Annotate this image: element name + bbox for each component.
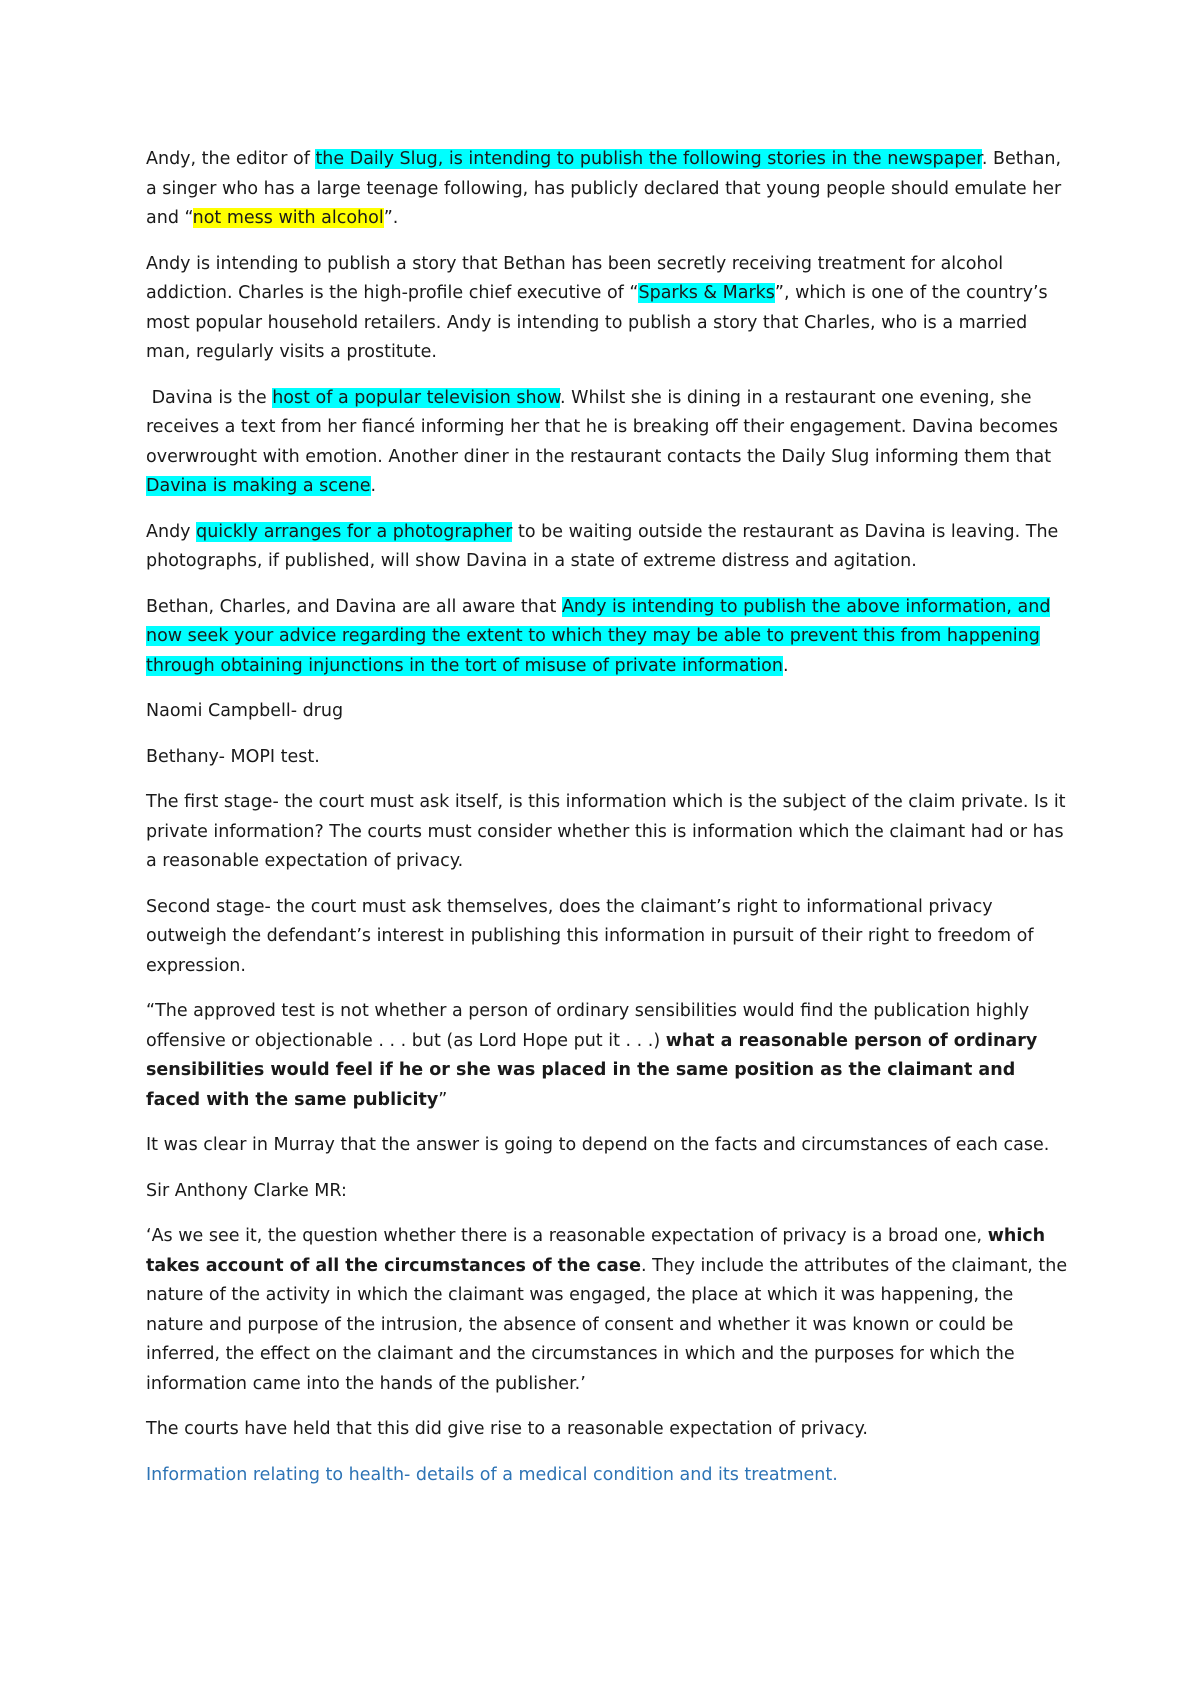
highlighted-text: the Daily Slug, is intending to publish the following stories in the newspaper bbox=[315, 149, 982, 169]
text-run: “The approved test is not whether a person of ordinary sensibilities would find the publication highly offensive or objectionable . . . but (as Lord Hope put it . . .) bbox=[146, 1001, 1030, 1051]
scenario-paragraph-3 bbox=[146, 384, 1074, 502]
courts-held-paragraph: The courts have held that this did give rise to a reasonable expectation of privacy. bbox=[146, 1419, 868, 1439]
approved-test-quote bbox=[146, 997, 1074, 1115]
bold-text: what a reasonable person of ordinary sensibilities would feel if he or she was placed in the same position as the claimant and faced with the same publicity bbox=[146, 1030, 1038, 1110]
highlighted-text: Sparks & Marks bbox=[638, 283, 775, 303]
text-run: ” bbox=[438, 1089, 448, 1110]
text-run: . Whilst she is dining in a restaurant one evening, she receives a text from her fiancé informing her that he is breaking off their engagement. Davina becomes overwrought with emotion. Another diner in the restaurant contacts the Daily Slug informing them that bbox=[146, 387, 1058, 467]
text-run: Bethan, Charles, and Davina are all aware that bbox=[146, 596, 562, 617]
text-run: ”. bbox=[383, 208, 399, 228]
scenario-paragraph-5 bbox=[146, 593, 1074, 682]
text-run: . bbox=[370, 476, 377, 496]
scenario-paragraph-1 bbox=[146, 145, 1074, 234]
first-stage-paragraph: The first stage- the court must ask itself, is this information which is the subject of the claim private. Is it private information? The courts must consider whether this is information which the claimant had or has a reasonable expectation of privacy. bbox=[146, 792, 1066, 871]
murray-paragraph: It was clear in Murray that the answer is going to depend on the facts and circumstances of each case. bbox=[146, 1135, 1050, 1155]
bold-text: which takes account of all the circumstances of the case bbox=[146, 1226, 1046, 1276]
text-run: to be waiting outside the restaurant as Davina is leaving. The photographs, if published, will show Davina in a state of extreme distress and agitation. bbox=[146, 521, 1059, 571]
text-run: Andy is intending to publish a story that Bethan has been secretly receiving treatment for alcohol addiction. Charles is the high-profile chief executive of “ bbox=[146, 253, 1004, 303]
text-run: Andy, the editor of bbox=[146, 149, 316, 169]
judge-quote bbox=[146, 1222, 1074, 1399]
text-run: ”, which is one of the country’s most popular household retailers. Andy is intending to publish a story that Charles, who is a married man, regularly visits a prostitute. bbox=[146, 283, 1048, 362]
judge-heading: Sir Anthony Clarke MR: bbox=[146, 1180, 347, 1201]
text-run: . They include the attributes of the claimant, the nature of the activity in which the claimant was engaged, the place at which it was happening, the nature and purpose of the intrusion, the absence of consent and whether it was known or could be inferred, the effect on the claimant and the circumstances in which and the purposes for which the information came into the hands of the publisher.’ bbox=[146, 1255, 1068, 1394]
highlighted-text: Andy is intending to publish the above information, and now seek your advice regarding the extent to which they may be able to prevent this from happening through obtaining injunctions in the tort of misuse of private information bbox=[146, 596, 1051, 676]
text-run: Davina is the bbox=[146, 387, 273, 408]
text-run: . Bethan, a singer who has a large teenage following, has publicly declared that young people should emulate her and “ bbox=[146, 149, 1062, 228]
second-stage-paragraph: Second stage- the court must ask themselves, does the claimant’s right to informational privacy outweigh the defendant’s interest in publishing this information in pursuit of their right to freedom of expression. bbox=[146, 896, 1034, 976]
text-run: ‘As we see it, the question whether there is a reasonable expectation of privacy is a broad one, bbox=[146, 1226, 988, 1246]
note-mopi-test: Bethany- MOPI test. bbox=[146, 746, 320, 767]
note-naomi-campbell: Naomi Campbell- drug bbox=[146, 701, 344, 721]
text-run: Andy bbox=[146, 521, 197, 542]
highlighted-text: quickly arranges for a photographer bbox=[196, 521, 513, 542]
scenario-paragraph-2 bbox=[146, 250, 1074, 368]
highlighted-text: host of a popular television show bbox=[272, 387, 561, 408]
text-run: . bbox=[782, 655, 789, 676]
scenario-paragraph-4 bbox=[146, 518, 1074, 577]
highlighted-text: not mess with alcohol bbox=[192, 208, 384, 228]
health-information-heading: Information relating to health- details of a medical condition and its treatment. bbox=[146, 1464, 838, 1485]
highlighted-text: Davina is making a scene bbox=[146, 476, 371, 496]
document-page bbox=[146, 145, 1074, 1506]
